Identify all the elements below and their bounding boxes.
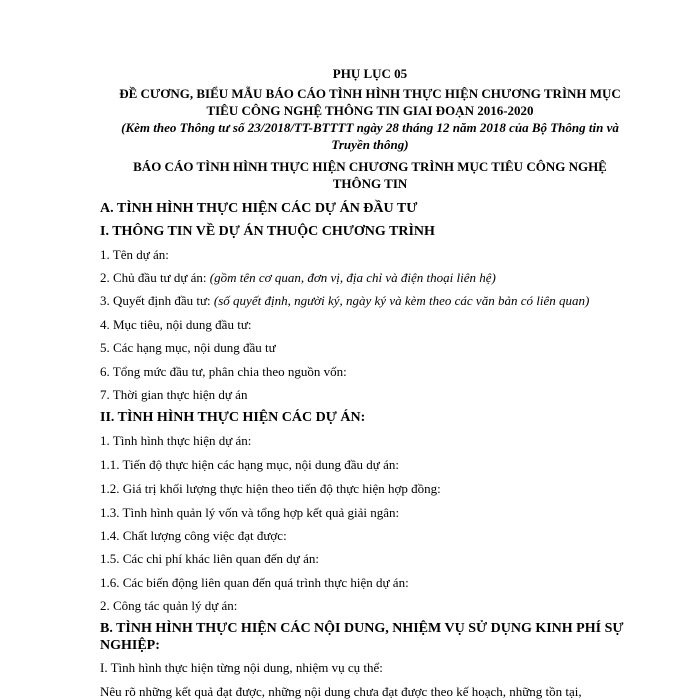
list-item-progress: 1.1. Tiến độ thực hiện các hạng mục, nội dung đầu dự án: xyxy=(100,457,399,472)
section-a-part2-heading: II. TÌNH HÌNH THỰC HIỆN CÁC DỰ ÁN: xyxy=(100,410,366,425)
list-item-total-investment: 6. Tổng mức đầu tư, phân chia theo nguồn vốn: xyxy=(100,364,347,379)
list-item-project-status: 1. Tình hình thực hiện dự án: xyxy=(100,433,252,448)
list-item-note: (số quyết định, người ký, ngày ký và kèm theo các văn bản có liên quan) xyxy=(213,293,590,308)
attachment-note-line-2: Truyền thông) xyxy=(331,137,409,152)
list-item-label: 3. Quyết định đầu tư: xyxy=(100,293,214,308)
list-item-capital-management: 1.3. Tình hình quản lý vốn và tổng hợp kết quả giải ngân: xyxy=(100,505,400,520)
section-b-heading-line-1: B. TÌNH HÌNH THỰC HIỆN CÁC NỘI DUNG, NHIỆM VỤ SỬ DỤNG KINH PHÍ SỰ xyxy=(100,621,624,636)
section-b-heading-line-2: NGHIỆP: xyxy=(100,638,160,653)
report-title-line-2: THÔNG TIN xyxy=(332,176,408,191)
list-item-project-management: 2. Công tác quản lý dự án: xyxy=(100,598,238,613)
section-b-body-text: Nêu rõ những kết quả đạt được, những nội dung chưa đạt được theo kế hoạch, những tồn tại, xyxy=(100,684,582,699)
list-item-investment-decision xyxy=(100,293,589,309)
document-title-line-2: TIÊU CÔNG NGHỆ THÔNG TIN GIAI ĐOẠN 2016-2020 xyxy=(206,103,534,118)
document-title-line-1: ĐỀ CƯƠNG, BIỂU MẪU BÁO CÁO TÌNH HÌNH THỰC HIỆN CHƯƠNG TRÌNH MỤC xyxy=(119,86,621,101)
list-item-investor xyxy=(100,270,496,286)
section-b-part1: I. Tình hình thực hiện từng nội dung, nhiệm vụ cụ thể: xyxy=(100,660,383,675)
list-item-project-name: 1. Tên dự án: xyxy=(100,247,169,262)
list-item-volume-value: 1.2. Giá trị khối lượng thực hiện theo tiến độ thực hiện hợp đồng: xyxy=(100,481,441,496)
list-item-changes: 1.6. Các biến động liên quan đến quá trình thực hiện dự án: xyxy=(100,575,409,590)
list-item-note: (gồm tên cơ quan, đơn vị, địa chỉ và điện thoại liên hệ) xyxy=(209,270,496,285)
section-a-heading: A. TÌNH HÌNH THỰC HIỆN CÁC DỰ ÁN ĐẦU TƯ xyxy=(100,201,418,216)
appendix-label: PHỤ LỤC 05 xyxy=(332,66,408,81)
section-a-part1-heading: I. THÔNG TIN VỀ DỰ ÁN THUỘC CHƯƠNG TRÌNH xyxy=(100,224,435,239)
list-item-objectives: 4. Mục tiêu, nội dung đầu tư: xyxy=(100,317,252,332)
list-item-implementation-time: 7. Thời gian thực hiện dự án xyxy=(100,387,248,402)
list-item-other-costs: 1.5. Các chi phí khác liên quan đến dự án: xyxy=(100,551,319,566)
list-item-quality: 1.4. Chất lượng công việc đạt được: xyxy=(100,528,287,543)
report-title-line-1: BÁO CÁO TÌNH HÌNH THỰC HIỆN CHƯƠNG TRÌNH MỤC TIÊU CÔNG NGHỆ xyxy=(133,159,607,174)
attachment-note-line-1: (Kèm theo Thông tư số 23/2018/TT-BTTTT ngày 28 tháng 12 năm 2018 của Bộ Thông tin và xyxy=(121,120,619,135)
list-item-categories: 5. Các hạng mục, nội dung đầu tư xyxy=(100,340,276,355)
list-item-label: 2. Chủ đầu tư dự án: xyxy=(100,270,210,285)
